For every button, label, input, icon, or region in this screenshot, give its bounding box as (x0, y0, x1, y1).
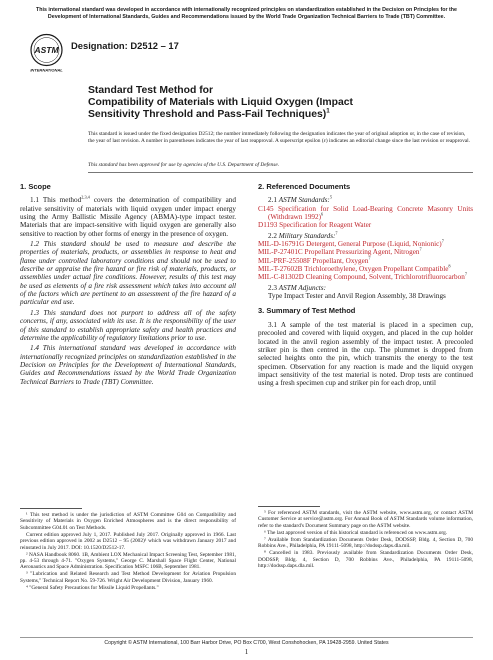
footnote: ⁸ Cancelled in 1983. Previously available from Standardization Documents Order Desk, DODSSP, Bldg. 4, Section D, 700 Robbins Ave., Philadelphia, PA 19111-5098, http://dodssp.daps.dla.mil. (258, 550, 473, 570)
logo-subtext: INTERNATIONAL (30, 67, 63, 73)
header-divider (88, 172, 473, 173)
scope-paragraph-2: 1.2 This standard should be used to measure and describe the properties of materials, products, or assemblies in response to heat and flame under controlled laboratory conditions and should not be used to describe or appraise the fire hazard or fire risk of materials, products, or assemblies under actual fire conditions. However, results of this test may be used as elements of a fire risk assessment which takes into account all of the factors which are pertinent to an assessment of the fire hazard of a particular end use. (20, 240, 236, 307)
scope-paragraph-3: 1.3 This standard does not purport to address all of the safety concerns, if any, associated with its use. It is the responsibility of the user of this standard to establish appropriate safety and health practices and determine the applicability of regulatory limitations prior to use. (20, 308, 236, 342)
reference-item (258, 257, 473, 265)
reference-title-link[interactable]: Specification for Reagent Water (277, 221, 372, 230)
military-standards-label: 2.2 Military Standards:$^7$ (268, 230, 338, 240)
footnote: ⁷ Available from Standardization Documents Order Desk, DODSSP, Bldg. 4, Section D, 700 Robbins Ave., Philadelphia, PA 19111-5098, http://dodssp.daps.dla.mil. (258, 536, 473, 550)
reference-title-link[interactable]: Trichloroethylene, Oxygen Propellant Compatible (302, 265, 449, 274)
title-line-3: Sensitivity Threshold and Pass-Fail Techniques) (88, 109, 327, 121)
reference-code-link[interactable]: D1193 (258, 221, 278, 230)
footnote-marker: 6 (321, 211, 324, 217)
reference-title-link[interactable]: Propellant, Oxygen (310, 256, 369, 265)
standard-note: This standard is issued under the fixed designation D2512; the number immediately following the designation indicates the year of original adoption or, in the case of revision, the year of last revision. A number in parentheses indicates the year of last reapproval. A superscript epsilon (ε) indicates an editorial change since the last revision or reapproval. (88, 131, 471, 144)
designation: Designation: D2512 – 17 (71, 40, 179, 51)
scope-heading: 1. Scope (20, 182, 51, 191)
footnote: ⁵ For referenced ASTM standards, visit the ASTM website, www.astm.org, or contact ASTM Customer Service at service@astm.org. For Annual Book of ASTM Standards volume information, refer to the standard's Document Summary page on the ASTM website. (258, 510, 473, 529)
footnote-marker: 7 (441, 238, 444, 244)
footer-divider (20, 637, 473, 638)
left-column (20, 183, 236, 386)
reference-item (258, 205, 473, 222)
reference-title-link[interactable]: Specification for Solid Load-Bearing Concrete Masonry Units (Withdrawn 1992) (268, 204, 473, 222)
right-column (258, 183, 473, 388)
astm-logo (28, 33, 65, 73)
reference-title-link[interactable]: Cleaning Compound, Solvent, Trichlorotrifluorocarbon (303, 273, 465, 282)
astm-reference-list (258, 205, 473, 230)
copyright-line: Copyright © ASTM International, 100 Barr Harbor Drive, PO Box C700, West Conshohocken, PA 19428-2959. United States (104, 640, 389, 646)
tbt-notice: This international standard was developed in accordance with internationally recognized principles on standardization established in the Decision on Principles for the Development of International Standards, Guides and Recommendations issued by the World Trade Organization Technical Barriers to Trade (TBT) Committee. (36, 7, 457, 20)
reference-code-link[interactable]: MIL-T-27602B (258, 265, 303, 274)
footnote-marker: 8 (448, 263, 451, 269)
footnote: Current edition approved July 1, 2017. Published July 2017. Originally approved in 1966. Last previous edition approved in 2002 as D2512 – 95 (2002)¹ which was withdrawn January 2017 and reinstated in July 2017. DOI: 10.1520/D2512-17. (20, 531, 236, 551)
scope-paragraph-1: 1.1 This method$^{2,3,4}$ covers the determination of compatibility and relative sensitivity of materials with liquid oxygen under impact energy using the Army Ballistic Missile Agency (ABMA)-type impact tester. Materials that are impact-sensitive with liquid oxygen are generally also sensitive to reaction by other forms of energy in the presence of oxygen. (20, 194, 236, 238)
title-line-1: Standard Test Method for (88, 85, 214, 96)
footnote: ⁴ "General Safety Precautions for Missile Liquid Propellants." (26, 584, 159, 591)
approval-note: This standard has been approved for use by agencies of the U.S. Department of Defense. (88, 162, 280, 168)
astm-adjuncts-label: 2.3 ASTM Adjuncts: (268, 283, 326, 292)
left-footnotes (20, 512, 236, 592)
reference-item (258, 248, 473, 256)
document-title (88, 85, 468, 122)
footnote: ³ "Lubrication and Related Research and Test Method Development for Aviation Propulsion Systems," Technical Report No. 59-726. Wright Air Development Division, January 1960. (20, 571, 236, 584)
summary-paragraph-1: 3.1 A sample of the test material is placed in a specimen cup, precooled and covered with liquid oxygen, and placed in the cup holder located in the anvil region assembly of the impact tester. A precooled striker pin is then centred in the cup. The plummet is dropped from selected heights onto the pin, which transmits the energy to the test specimen. Observation for any reaction is made and the liquid oxygen impact sensitivity of the test material is noted. Drop tests are continued using a fresh specimen cup and striker pin for each drop, until (258, 320, 473, 388)
references-heading: 2. Referenced Documents (258, 182, 351, 191)
logo-text: ASTM (34, 45, 59, 55)
footnote-marker: 7 (419, 247, 422, 253)
scope-paragraph-4: 1.4 This international standard was developed in accordance with internationally recognized principles on standardization established in the Decision on Principles for the Development of International Standards, Guides and Recommendations issued by the World Trade Organization Technical Barriers to Trade (TBT) Committee. (20, 344, 236, 386)
footnote: ² NASA Handbook 8060. 1B, Ambient LOX Mechanical Impact Screening Test, September 1981, pp. 4-53 through 4-71. "Oxygen Systems," George C. Marshall Space Flight Center, National Aeronautics and Space Administration. Specification MSFC 106B, September 1981. (20, 551, 236, 571)
reference-code-link[interactable]: MIL-C-81302D (258, 273, 304, 282)
footnote-marker: 7 (464, 272, 467, 278)
summary-heading: 3. Summary of Test Method (258, 306, 356, 316)
page-number: 1 (244, 648, 249, 656)
footnote-marker: 7 (368, 255, 371, 261)
left-footnote-rule (20, 508, 82, 509)
right-footnote-rule (258, 506, 320, 507)
reference-item (258, 221, 473, 229)
military-reference-list (258, 240, 473, 282)
reference-code-link[interactable]: C145 (258, 204, 274, 213)
title-footnote-marker: 1 (326, 107, 330, 115)
astm-standards-label: 2.1 ASTM Standards:$^5$ (268, 194, 332, 205)
reference-item (258, 273, 473, 281)
footnote: ¹ This test method is under the jurisdiction of ASTM Committee G04 on Compatibility and Sensitivity of Materials in Oxygen Enriched Atmospheres and is the direct responsibility of Subcommittee G04.01 on Test Methods. (20, 512, 236, 531)
astm-adjunct-item: Type Impact Tester and Anvil Region Assembly, 38 Drawings (268, 292, 446, 301)
reference-code-link[interactable]: MIL-PRF-25508F (258, 256, 311, 265)
reference-title-link[interactable]: Propellant Pressurizing Agent, Nitrogen (302, 248, 420, 257)
right-footnotes (258, 510, 473, 570)
reference-code-link[interactable]: MIL-D-16791G (258, 240, 305, 249)
footnote: ⁶ The last approved version of this historical standard is referenced on www.astm.org. (264, 529, 448, 536)
reference-code-link[interactable]: MIL-P-27401C (258, 248, 303, 257)
title-line-2: Compatibility of Materials with Liquid Oxygen (Impact (88, 97, 353, 109)
reference-title-link[interactable]: Detergent, General Purpose (Liquid, Nonionic) (304, 240, 442, 249)
